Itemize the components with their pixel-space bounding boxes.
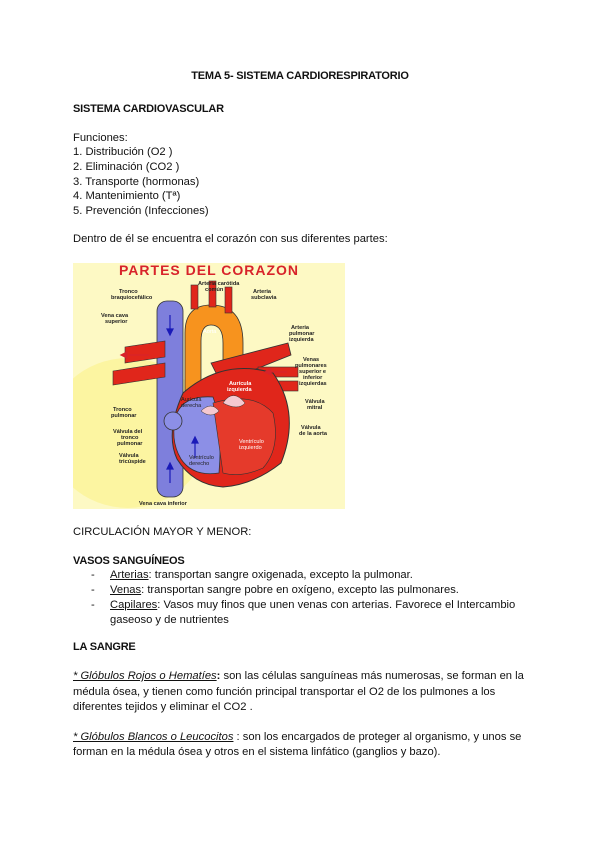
document-title: TEMA 5- SISTEMA CARDIORESPIRATORIO	[191, 70, 409, 82]
function-item: 4. Mantenimiento (Tª)	[73, 190, 181, 202]
list-item: - Arterias: transportan sangre oxigenada, excepto la pulmonar.	[91, 569, 413, 581]
heart-intro-text: Dentro de él se encuentra el corazón con sus diferentes partes:	[73, 233, 388, 245]
label-venas-pulmonares: Venas pulmonares superior e inferior izquierdas	[295, 357, 327, 387]
label-tronco-pulmonar: Tronco pulmonar	[111, 407, 137, 419]
red-cells-line: médula ósea, y tienen como función principal transportar el O2 de los pulmones a los	[73, 686, 496, 698]
section-heading-cardiovascular: SISTEMA CARDIOVASCULAR	[73, 103, 224, 115]
circulation-heading: CIRCULACIÓN MAYOR Y MENOR:	[73, 526, 252, 538]
label-arteria-pulmonar-izq: Arteria pulmonar izquierda	[289, 325, 315, 343]
white-cells-line: forman en la médula ósea y otros en el sistema linfático (ganglios y bazo).	[73, 746, 441, 758]
label-aorta: Aorta	[203, 329, 217, 335]
list-item: - Venas: transportan sangre pobre en oxígeno, excepto las pulmonares.	[91, 584, 459, 596]
heart-diagram	[73, 263, 345, 509]
red-cells-line: diferentes tejidos y eliminar el CO2 .	[73, 701, 253, 713]
label-arteria-subclavia: Arteria subclavia	[251, 289, 277, 301]
list-item: - Capilares: Vasos muy finos que unen venas con arterias. Favorece el Intercambio	[91, 599, 516, 611]
label-vena-cava-inferior: Vena cava inferior	[139, 501, 187, 507]
functions-label: Funciones:	[73, 132, 128, 144]
vessels-list	[91, 569, 580, 629]
function-item: 1. Distribución (O2 )	[73, 146, 173, 158]
label-tronco-braquiocefalico: Tronco braquiocefálico	[111, 289, 153, 301]
label-ventriculo-derecho: Ventrículo derecho	[189, 455, 214, 467]
label-valvula-tronco-pulmonar: Válvula del tronco pulmonar	[113, 429, 143, 447]
label-valvula-aorta: Válvula de la aorta	[299, 425, 327, 437]
function-item: 5. Prevención (Infecciones)	[73, 205, 209, 217]
label-valvula-mitral: Válvula mitral	[305, 399, 325, 411]
label-ventriculo-izquierdo: Ventrículo izquierdo	[239, 439, 264, 451]
list-item-continued: gaseoso y de nutrientes	[110, 614, 229, 626]
section-heading-vasos: VASOS SANGUÍNEOS	[73, 555, 185, 567]
red-cells-paragraph: * Glóbulos Rojos o Hematíes: son las células sanguíneas más numerosas, se forman en la	[73, 670, 524, 682]
white-cells-paragraph: * Glóbulos Blancos o Leucocitos : son los encargados de proteger al organismo, y unos se	[73, 731, 522, 743]
function-item: 2. Eliminación (CO2 )	[73, 161, 180, 173]
label-valvula-tricuspide: Válvula tricúspide	[119, 453, 146, 465]
function-item: 3. Transporte (hormonas)	[73, 176, 200, 188]
label-auricula-derecha: Aurícula derecha	[181, 397, 202, 409]
label-vena-cava-superior: Vena cava superior	[101, 313, 129, 325]
section-heading-sangre: LA SANGRE	[73, 641, 136, 653]
label-auricula-izquierda: Aurícula izquierda	[227, 381, 252, 393]
label-arteria-carotida: Arteria carótida común	[198, 281, 240, 293]
diagram-title: PARTES DEL CORAZON	[119, 263, 300, 278]
